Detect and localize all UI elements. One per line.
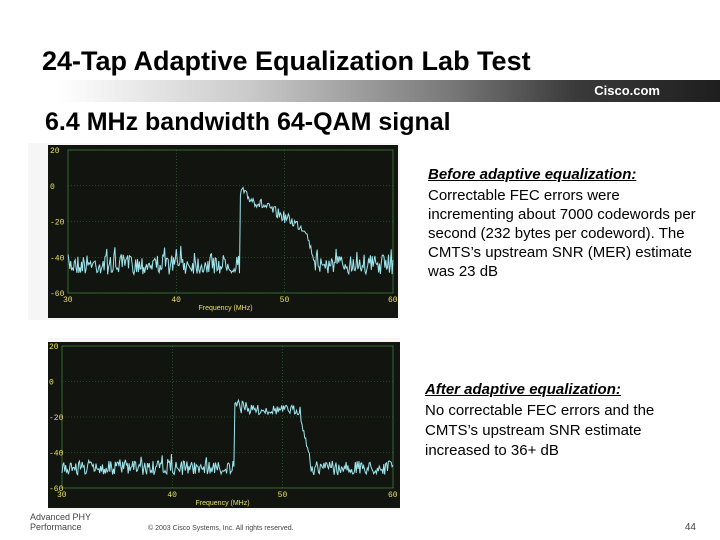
y-tick-label: -60 — [50, 290, 65, 299]
y-tick-label: -20 — [50, 218, 65, 228]
footer-copyright: © 2003 Cisco Systems, Inc. All rights reserved. — [148, 525, 294, 532]
x-tick-label: 60 — [388, 296, 398, 305]
scope-screen — [48, 145, 398, 318]
scope-screen — [48, 342, 400, 508]
spectrum-after-image — [48, 338, 400, 510]
slide-subtitle: 6.4 MHz bandwidth 64-QAM signal — [45, 108, 451, 136]
footer-line-2: Performance — [30, 522, 82, 532]
x-tick-label: 30 — [63, 296, 73, 305]
after-panel — [425, 380, 700, 461]
x-tick-label: 60 — [388, 491, 398, 500]
before-description: Correctable FEC errors were incrementing about 7000 codewords per second (232 bytes per codeword). The CMTS’s upstream SNR (MER) estimate was 23 dB — [428, 187, 696, 280]
x-tick-label: 50 — [279, 296, 290, 305]
page-number: 44 — [684, 522, 696, 533]
y-tick-label: 0 — [50, 182, 55, 192]
x-axis-label: Frequency (MHz) — [195, 500, 250, 507]
y-tick-label: 20 — [49, 343, 59, 352]
after-heading: After adaptive equalization: — [425, 381, 621, 398]
before-panel — [428, 165, 698, 281]
spectrum-before-image — [28, 143, 400, 320]
y-tick-label: -20 — [49, 414, 64, 423]
y-tick-label: -40 — [50, 254, 65, 264]
x-tick-label: 30 — [57, 491, 67, 500]
y-tick-label: -60 — [49, 485, 64, 494]
before-heading: Before adaptive equalization: — [428, 166, 637, 183]
x-tick-label: 40 — [171, 296, 181, 305]
footer-line-1: Advanced PHY — [30, 512, 92, 522]
y-tick-label: 0 — [49, 378, 54, 388]
x-axis-label: Frequency (MHz) — [198, 305, 253, 312]
spectrum-before-plot — [28, 143, 400, 320]
after-description: No correctable FEC errors and the CMTS’s upstream SNR estimate increased to 36+ dB — [425, 402, 655, 459]
brand-logo: Cisco.com — [594, 83, 660, 98]
x-tick-label: 40 — [167, 491, 177, 500]
y-tick-label: -40 — [49, 449, 64, 459]
y-tick-label: 20 — [50, 147, 60, 156]
spectrum-after-plot — [48, 338, 400, 510]
x-tick-label: 50 — [277, 491, 288, 500]
footer-course-label — [30, 512, 91, 532]
header-bar — [0, 80, 720, 102]
slide-title: 24-Tap Adaptive Equalization Lab Test — [42, 46, 531, 76]
